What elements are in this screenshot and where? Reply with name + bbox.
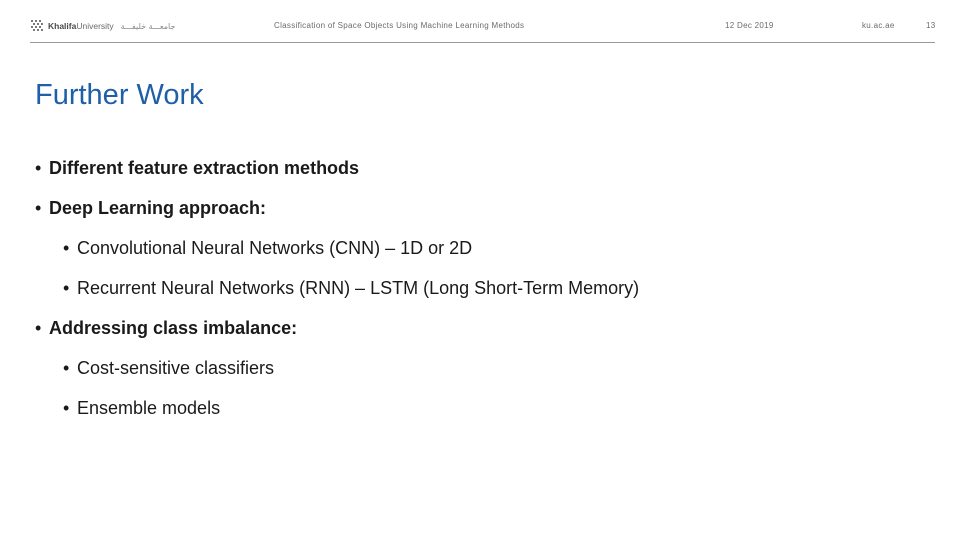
bullet-text: Different feature extraction methods [49,158,360,178]
bullet-text: Addressing class imbalance: [49,318,298,338]
bullet-dot-icon: • [35,318,42,338]
bullet-dot-icon: • [63,398,70,418]
bullet-text: Convolutional Neural Networks (CNN) – 1D or 2D [77,238,473,258]
bullet-item [35,157,915,179]
bullet-dot-icon: • [63,238,70,258]
bullet-text: Ensemble models [77,398,221,418]
page-number: 13 [926,21,936,30]
bullet-list [35,157,915,437]
website-link[interactable]: ku.ac.ae [862,21,895,30]
bullet-dot-icon: • [35,158,42,178]
presentation-date: 12 Dec 2019 [725,21,774,30]
university-logo [30,18,175,34]
logo-mark-icon [30,19,45,34]
logo-name-bold: Khalifa [48,21,77,31]
logo-arabic-wordmark: جامعـــة خليفـــة [120,21,176,31]
bullet-item [35,357,915,379]
bullet-text: Deep Learning approach: [49,198,267,218]
header-divider [30,42,935,43]
bullet-dot-icon: • [63,278,70,298]
bullet-item [35,397,915,419]
slide-title: Further Work [35,79,204,111]
presentation-title: Classification of Space Objects Using Machine Learning Methods [274,21,525,30]
logo-name-rest: University [76,21,114,31]
bullet-item [35,317,915,339]
bullet-text: Recurrent Neural Networks (RNN) – LSTM (Long Short-Term Memory) [77,278,640,298]
bullet-item [35,197,915,219]
bullet-dot-icon: • [35,198,42,218]
logo-wordmark [48,21,114,31]
bullet-text: Cost-sensitive classifiers [77,358,275,378]
bullet-item [35,277,915,299]
bullet-dot-icon: • [63,358,70,378]
bullet-item [35,237,915,259]
slide-header [0,0,960,44]
